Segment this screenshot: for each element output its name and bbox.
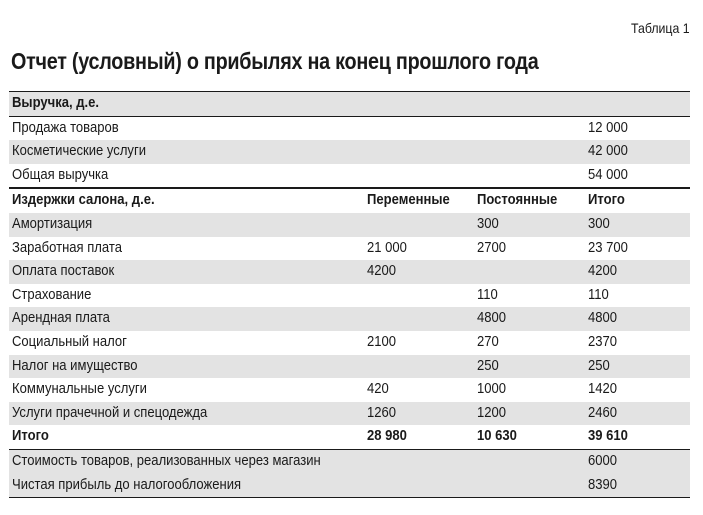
row-fixed: 300: [477, 215, 499, 232]
row-name: Налог на имущество: [12, 357, 138, 374]
row-name: Чистая прибыль до налогообложения: [12, 476, 242, 493]
row-name: Арендная плата: [12, 310, 110, 327]
revenue-header-row: [9, 91, 690, 117]
row-total: 4800: [588, 310, 618, 327]
costs-header-total: Итого: [588, 192, 625, 209]
row-fixed: 2700: [477, 239, 507, 256]
row-total: 12 000: [588, 119, 628, 136]
row-variable: 420: [367, 381, 389, 398]
row-total: 6000: [588, 452, 618, 469]
row-variable: 1260: [367, 404, 397, 421]
table-row: [9, 164, 690, 188]
revenue-header: Выручка, д.е.: [12, 95, 100, 111]
row-variable: 2100: [367, 333, 397, 350]
row-fixed: 1200: [477, 404, 507, 421]
row-name: Косметические услуги: [12, 143, 147, 160]
row-fixed: 10 630: [477, 428, 517, 445]
row-name: Страхование: [12, 286, 92, 303]
costs-header-variable: Переменные: [367, 192, 450, 209]
row-name: Итого: [12, 428, 49, 445]
row-total: 1420: [588, 381, 618, 398]
costs-header-row: [9, 187, 690, 213]
row-total: 54 000: [588, 166, 628, 183]
costs-header-name: Издержки салона, д.е.: [12, 192, 155, 209]
row-fixed: 250: [477, 357, 499, 374]
row-fixed: 110: [477, 286, 498, 303]
row-variable: 28 980: [367, 428, 407, 445]
row-total: 8390: [588, 476, 618, 493]
profit-report-table: [9, 91, 690, 498]
row-total: 4200: [588, 263, 618, 280]
costs-header-fixed: Постоянные: [477, 192, 558, 209]
table-row: [9, 213, 690, 237]
table-number-label: Таблица 1: [631, 20, 690, 36]
row-name: Коммунальные услуги: [12, 381, 147, 398]
table-row: [9, 117, 690, 141]
table-row: [9, 260, 690, 284]
row-name: Заработная плата: [12, 239, 122, 256]
table-row: [9, 402, 690, 426]
row-total: 2370: [588, 333, 618, 350]
row-total: 23 700: [588, 239, 628, 256]
report-title: Отчет (условный) о прибылях на конец прошлого года: [11, 48, 539, 74]
row-fixed: 1000: [477, 381, 507, 398]
table-row: [9, 237, 690, 261]
row-total: 300: [588, 215, 610, 232]
row-name: Амортизация: [12, 215, 93, 232]
row-name: Стоимость товаров, реализованных через магазин: [12, 452, 321, 469]
row-fixed: 4800: [477, 310, 507, 327]
table-row: [9, 378, 690, 402]
row-fixed: 270: [477, 333, 499, 350]
row-total: 42 000: [588, 143, 628, 160]
row-total: 250: [588, 357, 610, 374]
row-name: Продажа товаров: [12, 119, 119, 136]
row-variable: 21 000: [367, 239, 407, 256]
row-name: Услуги прачечной и спецодежда: [12, 404, 208, 421]
row-name: Общая выручка: [12, 166, 109, 183]
table-row: [9, 450, 690, 474]
table-row: [9, 331, 690, 355]
table-row: [9, 355, 690, 379]
table-row: [9, 284, 690, 308]
table-row: [9, 474, 690, 499]
row-total: 39 610: [588, 428, 628, 445]
table-row: [9, 140, 690, 164]
row-total: 2460: [588, 404, 618, 421]
row-total: 110: [588, 286, 609, 303]
row-variable: 4200: [367, 263, 397, 280]
row-name: Оплата поставок: [12, 263, 115, 280]
table-row: [9, 307, 690, 331]
row-name: Социальный налог: [12, 333, 127, 350]
costs-total-row: [9, 425, 690, 450]
